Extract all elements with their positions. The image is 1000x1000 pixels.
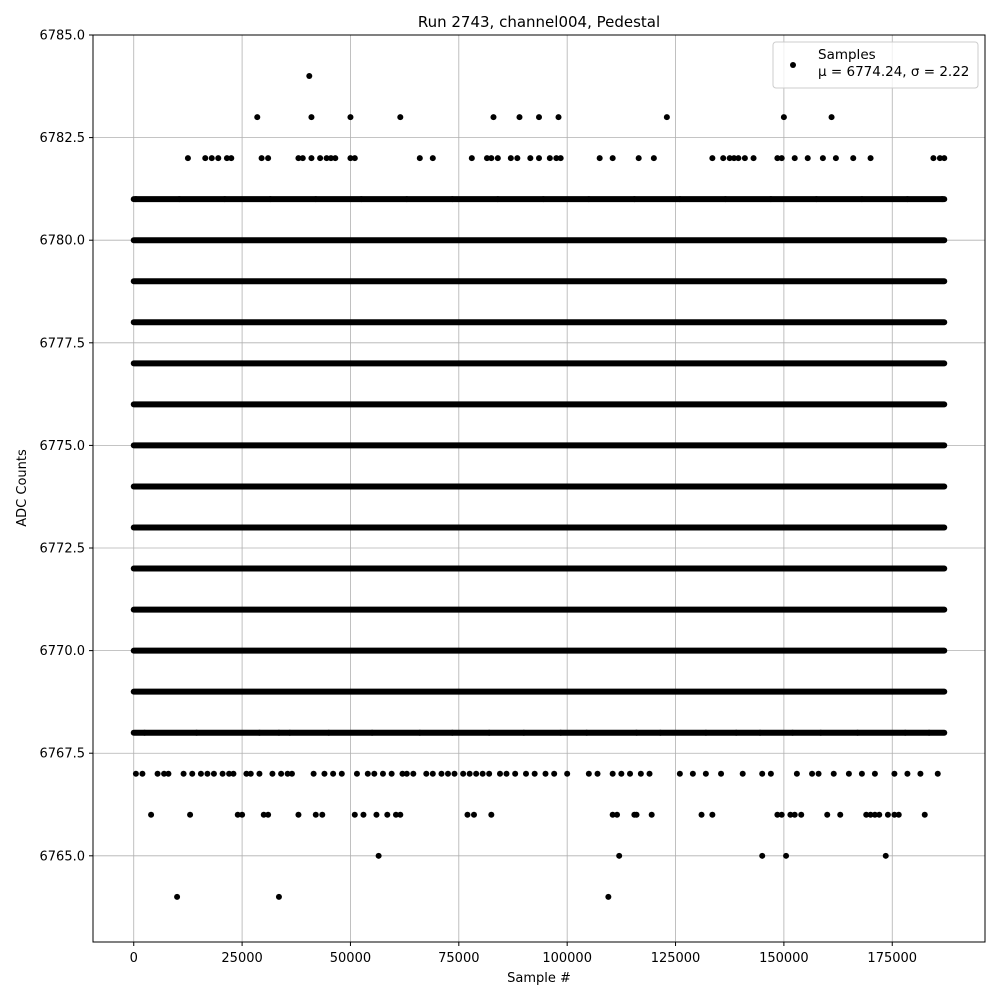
scatter-point xyxy=(733,730,739,736)
scatter-point xyxy=(330,771,336,777)
scatter-point xyxy=(326,730,332,736)
scatter-point xyxy=(757,730,763,736)
scatter-point xyxy=(256,771,262,777)
scatter-point xyxy=(850,155,856,161)
scatter-point xyxy=(311,771,317,777)
scatter-point xyxy=(792,155,798,161)
scatter-point xyxy=(837,812,843,818)
scatter-point xyxy=(735,155,741,161)
scatter-point xyxy=(751,155,757,161)
scatter-point xyxy=(872,771,878,777)
scatter-point xyxy=(360,812,366,818)
scatter-point xyxy=(185,155,191,161)
scatter-point xyxy=(709,155,715,161)
scatter-point xyxy=(677,771,683,777)
scatter-point xyxy=(551,771,557,777)
scatter-point xyxy=(133,196,139,202)
scatter-point xyxy=(313,812,319,818)
scatter-point xyxy=(616,853,622,859)
y-tick-label: 6765.0 xyxy=(39,849,85,865)
legend-marker xyxy=(790,62,796,68)
y-axis-label: ADC Counts xyxy=(15,449,30,527)
scatter-point xyxy=(651,155,657,161)
scatter-point xyxy=(722,196,728,202)
scatter-point xyxy=(508,155,514,161)
scatter-point xyxy=(495,196,501,202)
scatter-point xyxy=(634,730,640,736)
x-tick-label: 50000 xyxy=(329,951,372,966)
scatter-point xyxy=(917,771,923,777)
x-tick-label: 0 xyxy=(129,951,138,966)
scatter-point xyxy=(516,114,522,120)
scatter-point xyxy=(194,730,200,736)
scatter-point xyxy=(532,771,538,777)
scatter-point xyxy=(287,730,293,736)
scatter-point xyxy=(829,114,835,120)
legend-series-stats: μ = 6774.24, σ = 2.22 xyxy=(818,64,970,80)
scatter-point xyxy=(503,771,509,777)
scatter-point xyxy=(939,196,945,202)
scatter-point xyxy=(610,771,616,777)
scatter-point xyxy=(430,771,436,777)
scatter-point xyxy=(317,155,323,161)
scatter-point xyxy=(380,771,386,777)
scatter-point xyxy=(248,771,254,777)
scatter-point xyxy=(389,771,395,777)
scatter-point xyxy=(347,114,353,120)
scatter-point xyxy=(605,894,611,900)
scatter-point xyxy=(855,730,861,736)
scatter-point xyxy=(410,771,416,777)
scatter-point xyxy=(339,771,345,777)
scatter-point xyxy=(649,812,655,818)
x-tick-label: 175000 xyxy=(867,951,918,966)
scatter-point xyxy=(584,730,590,736)
scatter-point xyxy=(627,771,633,777)
scatter-point xyxy=(430,155,436,161)
scatter-point xyxy=(521,730,527,736)
scatter-point xyxy=(790,730,796,736)
scatter-point xyxy=(809,771,815,777)
scatter-point xyxy=(176,196,182,202)
scatter-point xyxy=(904,196,910,202)
scatter-point xyxy=(155,771,161,777)
scatter-point xyxy=(202,155,208,161)
scatter-point xyxy=(536,155,542,161)
scatter-point xyxy=(512,771,518,777)
scatter-point xyxy=(740,771,746,777)
scatter-point xyxy=(902,730,908,736)
scatter-point xyxy=(449,196,455,202)
scatter-point xyxy=(488,812,494,818)
scatter-point xyxy=(883,853,889,859)
scatter-point xyxy=(473,771,479,777)
scatter-point xyxy=(703,771,709,777)
scatter-point xyxy=(397,114,403,120)
x-tick-label: 125000 xyxy=(650,951,701,966)
scatter-point xyxy=(558,155,564,161)
scatter-point xyxy=(859,196,865,202)
scatter-point xyxy=(352,812,358,818)
scatter-point xyxy=(813,196,819,202)
scatter-point xyxy=(148,812,154,818)
scatter-point xyxy=(187,812,193,818)
scatter-point xyxy=(638,771,644,777)
y-tick-label: 6770.0 xyxy=(39,644,85,660)
scatter-point xyxy=(209,155,215,161)
scatter-point xyxy=(265,155,271,161)
y-tick-label: 6777.5 xyxy=(39,336,85,352)
scatter-point xyxy=(497,771,503,777)
scatter-point xyxy=(779,155,785,161)
scatter-point xyxy=(276,730,282,736)
scatter-point xyxy=(718,771,724,777)
scatter-point xyxy=(690,771,696,777)
scatter-point xyxy=(352,155,358,161)
scatter-point xyxy=(451,771,457,777)
scatter-point xyxy=(742,155,748,161)
scatter-point xyxy=(445,771,451,777)
scatter-point xyxy=(376,853,382,859)
scatter-point xyxy=(371,771,377,777)
scatter-point xyxy=(256,730,262,736)
scatter-point xyxy=(495,155,501,161)
scatter-point xyxy=(332,155,338,161)
scatter-point xyxy=(543,771,549,777)
x-tick-label: 100000 xyxy=(542,951,592,966)
scatter-point xyxy=(239,812,245,818)
scatter-point xyxy=(215,155,221,161)
scatter-point xyxy=(204,771,210,777)
scatter-point xyxy=(891,771,897,777)
scatter-point xyxy=(488,155,494,161)
scatter-point xyxy=(816,771,822,777)
scatter-point xyxy=(365,771,371,777)
scatter-point xyxy=(846,771,852,777)
y-tick-label: 6767.5 xyxy=(39,746,85,762)
scatter-point xyxy=(536,114,542,120)
scatter-point xyxy=(300,155,306,161)
scatter-point xyxy=(464,812,470,818)
scatter-point xyxy=(657,730,663,736)
scatter-point xyxy=(480,771,486,777)
scatter-point xyxy=(289,771,295,777)
scatter-point xyxy=(306,73,312,79)
scatter-point xyxy=(319,812,325,818)
scatter-point xyxy=(540,196,546,202)
scatter-point xyxy=(423,771,429,777)
scatter-point xyxy=(922,812,928,818)
x-tick-label: 25000 xyxy=(221,951,263,966)
scatter-point xyxy=(926,730,932,736)
y-tick-label: 6785.0 xyxy=(39,28,85,44)
scatter-point xyxy=(792,812,798,818)
scatter-point xyxy=(636,155,642,161)
scatter-point xyxy=(930,155,936,161)
scatter-point xyxy=(486,771,492,777)
scatter-point xyxy=(703,730,709,736)
scatter-point xyxy=(438,771,444,777)
scatter-point xyxy=(523,771,529,777)
scatter-point xyxy=(358,196,364,202)
scatter-point xyxy=(768,771,774,777)
scatter-point xyxy=(818,730,824,736)
scatter-point xyxy=(254,114,260,120)
scatter-point xyxy=(896,812,902,818)
scatter-point xyxy=(904,771,910,777)
y-tick-label: 6782.5 xyxy=(39,131,85,147)
legend-series-name: Samples xyxy=(818,47,876,63)
scatter-point xyxy=(556,114,562,120)
scatter-point xyxy=(768,196,774,202)
scatter-point xyxy=(935,771,941,777)
scatter-point xyxy=(471,812,477,818)
scatter-point xyxy=(631,196,637,202)
chart-title: Run 2743, channel004, Pedestal xyxy=(417,13,661,31)
x-tick-label: 150000 xyxy=(759,951,809,966)
scatter-point xyxy=(165,771,171,777)
scatter-point xyxy=(586,771,592,777)
scatter-point xyxy=(614,812,620,818)
scatter-point xyxy=(269,771,275,777)
scatter-point xyxy=(308,155,314,161)
scatter-point xyxy=(833,155,839,161)
scatter-point xyxy=(354,771,360,777)
scatter-point xyxy=(759,771,765,777)
x-tick-label: 75000 xyxy=(438,951,480,966)
scatter-point xyxy=(222,196,228,202)
scatter-point xyxy=(564,771,570,777)
scatter-point xyxy=(397,812,403,818)
scatter-point xyxy=(211,771,217,777)
scatter-point xyxy=(885,812,891,818)
scatter-point xyxy=(133,771,139,777)
scatter-point xyxy=(313,196,319,202)
scatter-point xyxy=(709,812,715,818)
scatter-point xyxy=(198,771,204,777)
scatter-point xyxy=(781,114,787,120)
x-axis-label: Sample # xyxy=(507,971,571,986)
scatter-point xyxy=(699,812,705,818)
scatter-point xyxy=(265,812,271,818)
scatter-point xyxy=(647,771,653,777)
scatter-point xyxy=(321,771,327,777)
scatter-point xyxy=(460,771,466,777)
scatter-point xyxy=(469,155,475,161)
scatter-point xyxy=(798,812,804,818)
scatter-point xyxy=(547,155,553,161)
scatter-point xyxy=(527,155,533,161)
scatter-point xyxy=(805,155,811,161)
scatter-point xyxy=(467,771,473,777)
scatter-point xyxy=(514,155,520,161)
scatter-point xyxy=(720,155,726,161)
y-tick-label: 6772.5 xyxy=(39,541,85,557)
scatter-point xyxy=(449,730,455,736)
scatter-point xyxy=(276,894,282,900)
scatter-point xyxy=(384,812,390,818)
scatter-point xyxy=(259,155,265,161)
scatter-point xyxy=(267,196,273,202)
scatter-point xyxy=(820,155,826,161)
scatter-point xyxy=(664,114,670,120)
scatter-point xyxy=(597,155,603,161)
scatter-point xyxy=(831,771,837,777)
scatter-point xyxy=(220,771,226,777)
scatter-point xyxy=(373,812,379,818)
scatter-point xyxy=(868,155,874,161)
scatter-point xyxy=(586,196,592,202)
scatter-point xyxy=(783,853,789,859)
scatter-point xyxy=(174,894,180,900)
scatter-point xyxy=(859,771,865,777)
y-tick-label: 6780.0 xyxy=(39,233,85,249)
scatter-point xyxy=(490,114,496,120)
scatter-point xyxy=(189,771,195,777)
scatter-point xyxy=(139,771,145,777)
scatter-point xyxy=(824,812,830,818)
scatter-point xyxy=(404,196,410,202)
scatter-point xyxy=(417,155,423,161)
scatter-point xyxy=(558,730,564,736)
scatter-point xyxy=(610,155,616,161)
y-tick-label: 6775.0 xyxy=(39,438,85,454)
scatter-point xyxy=(230,771,236,777)
scatter-point xyxy=(677,196,683,202)
scatter-point xyxy=(181,771,187,777)
scatter-point xyxy=(759,853,765,859)
scatter-point xyxy=(876,812,882,818)
scatter-point xyxy=(417,730,423,736)
scatter-point xyxy=(779,812,785,818)
scatter-point xyxy=(308,114,314,120)
scatter-point xyxy=(142,730,148,736)
scatter-point xyxy=(295,812,301,818)
scatter-point xyxy=(278,771,284,777)
scatter-point xyxy=(794,771,800,777)
scatter-point xyxy=(369,730,375,736)
scatter-point xyxy=(618,771,624,777)
legend xyxy=(773,42,978,88)
scatter-point xyxy=(486,730,492,736)
scatter-point xyxy=(228,155,234,161)
scatter-point xyxy=(634,812,640,818)
scatter-point xyxy=(404,771,410,777)
scatter-point xyxy=(595,771,601,777)
scatter-point xyxy=(941,155,947,161)
